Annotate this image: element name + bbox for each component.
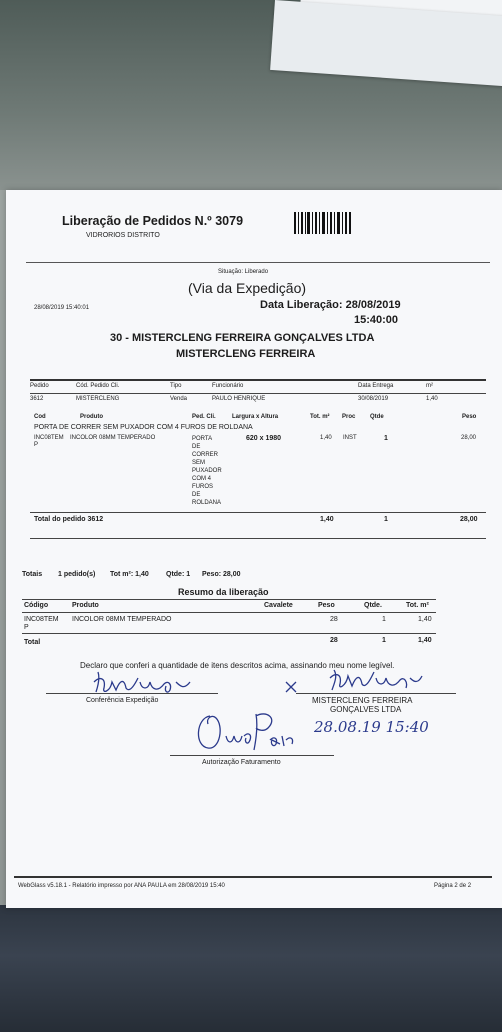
item-qtde: 1 (384, 435, 388, 442)
col-header-tipo: Tipo (170, 383, 182, 389)
summary-product: INCOLOR 08MM TEMPERADO (72, 616, 172, 623)
client-name: 30 - MISTERCLENG FERREIRA GONÇALVES LTDA (110, 332, 375, 344)
order-cell-funcionario: PAULO HENRIQUE (212, 396, 266, 402)
order-cell-pedido: 3612 (30, 396, 44, 402)
signature-mark-icon (284, 680, 298, 694)
divider (30, 512, 486, 513)
item-ped-cli-line: PORTA (192, 436, 213, 442)
signature-line (170, 755, 334, 756)
divider (26, 262, 490, 263)
handwritten-date: 28.08.19 15:40 (314, 718, 429, 736)
totals-qtde: Qtde: 1 (166, 571, 191, 578)
col-header-tot-m2: Tot. m² (310, 414, 330, 420)
summary-qtde: 1 (382, 616, 386, 623)
col-header-cod: Cod (34, 414, 46, 420)
item-code: INC08TEM (34, 435, 64, 441)
declaration-text: Declaro que conferi a quantidade de itens descritos acima, assinando meu nome legível. (80, 661, 395, 670)
divider (22, 612, 436, 613)
order-cell-cod: MISTERCLENG (76, 396, 120, 402)
summary-header-codigo: Código (24, 602, 49, 609)
divider (22, 633, 436, 634)
footer-page-number: Página 2 de 2 (434, 883, 472, 889)
divider (30, 538, 486, 539)
order-cell-data-entrega: 30/08/2019 (358, 396, 389, 402)
release-date: Data Liberação: 28/08/2019 (260, 299, 401, 311)
col-header-qtde: Qtde (370, 414, 384, 420)
col-header-peso: Peso (462, 414, 477, 420)
order-cell-m2: 1,40 (426, 396, 438, 402)
signature-faturamento (186, 706, 296, 762)
item-product: INCOLOR 08MM TEMPERADO (70, 435, 156, 441)
totals-pedidos: 1 pedido(s) (58, 571, 96, 578)
item-ped-cli-line: FUROS (192, 484, 213, 490)
col-header-funcionario: Funcionário (212, 383, 244, 389)
item-dimensions: 620 x 1980 (246, 435, 282, 442)
signature-line (296, 693, 456, 694)
order-total-peso: 28,00 (460, 516, 478, 523)
col-header-m2: m² (426, 383, 433, 389)
item-description: PORTA DE CORRER SEM PUXADOR COM 4 FUROS DE ROLDANA (34, 424, 253, 431)
summary-code-suffix: P (24, 624, 29, 631)
summary-title: Resumo da liberação (178, 587, 269, 597)
company-name: VIDRORIOS DISTRITO (86, 232, 160, 239)
signature-client (324, 664, 424, 694)
summary-total-tot: 1,40 (418, 637, 432, 644)
via-title: (Via da Expedição) (188, 280, 307, 296)
document-page (6, 190, 502, 908)
item-ped-cli-line: DE (192, 492, 201, 498)
col-header-pedido: Pedido (30, 383, 49, 389)
summary-code: INC08TEM (24, 616, 59, 623)
col-header-cod-pedido: Cód. Pedido Cli. (76, 383, 120, 389)
summary-header-tot-m2: Tot. m² (406, 602, 429, 609)
divider (14, 876, 492, 878)
client-short-name: MISTERCLENG FERREIRA (176, 348, 316, 360)
order-total-label: Total do pedido 3612 (34, 516, 104, 523)
col-header-produto: Produto (80, 414, 103, 420)
footer-report-info: WebGlass v5.18.1 - Relatório impresso por ANA PAULA em 28/08/2019 15:40 (18, 883, 225, 889)
item-proc: INST (343, 435, 357, 441)
item-code-suffix: P (34, 442, 39, 448)
signature-line (46, 693, 218, 694)
signature-label-faturamento: Autorização Faturamento (202, 759, 281, 766)
barcode-icon (294, 212, 354, 236)
summary-header-cavalete: Cavalete (264, 602, 293, 609)
divider (30, 393, 486, 394)
divider (30, 379, 486, 381)
background-fabric (0, 905, 502, 1032)
item-ped-cli-line: CORRER (192, 452, 219, 458)
summary-total-qtde: 1 (382, 637, 386, 644)
col-header-largura-altura: Largura x Altura (232, 414, 279, 420)
col-header-proc: Proc (342, 414, 356, 420)
divider (22, 599, 436, 600)
summary-header-produto: Produto (72, 602, 99, 609)
item-ped-cli-line: ROLDANA (192, 500, 222, 506)
summary-header-qtde: Qtde. (364, 602, 382, 609)
item-ped-cli-line: COM 4 (192, 476, 212, 482)
item-tot-m2: 1,40 (320, 435, 332, 441)
print-datetime: 28/08/2019 15:40:01 (34, 305, 90, 311)
col-header-ped-cli: Ped. Cli. (192, 414, 216, 420)
totals-label: Totais (22, 571, 43, 578)
order-total-qtde: 1 (384, 516, 388, 523)
item-ped-cli-line: DE (192, 444, 201, 450)
item-ped-cli (192, 435, 222, 507)
document-title: Liberação de Pedidos N.º 3079 (62, 214, 244, 228)
order-total-m2: 1,40 (320, 516, 334, 523)
release-time: 15:40:00 (354, 314, 399, 326)
summary-total-peso: 28 (330, 637, 338, 644)
signature-label-client-2: GONÇALVES LTDA (330, 705, 402, 714)
signature-label-client-1: MISTERCLENG FERREIRA (312, 696, 413, 705)
summary-total-label: Total (24, 639, 41, 646)
summary-peso: 28 (330, 616, 338, 623)
item-peso: 28,00 (461, 435, 477, 441)
order-cell-tipo: Venda (170, 396, 188, 402)
totals-peso: Peso: 28,00 (202, 571, 241, 578)
item-ped-cli-line: PUXADOR (192, 468, 222, 474)
summary-header-peso: Peso (318, 602, 335, 609)
status-text: Situação: Liberado (218, 269, 269, 275)
item-ped-cli-line: SEM (192, 460, 206, 466)
summary-tot: 1,40 (418, 616, 432, 623)
signature-label-expedicao: Conferência Expedição (86, 697, 159, 704)
col-header-data-entrega: Data Entrega (358, 383, 394, 389)
totals-tot-m2: Tot m²: 1,40 (110, 571, 149, 578)
